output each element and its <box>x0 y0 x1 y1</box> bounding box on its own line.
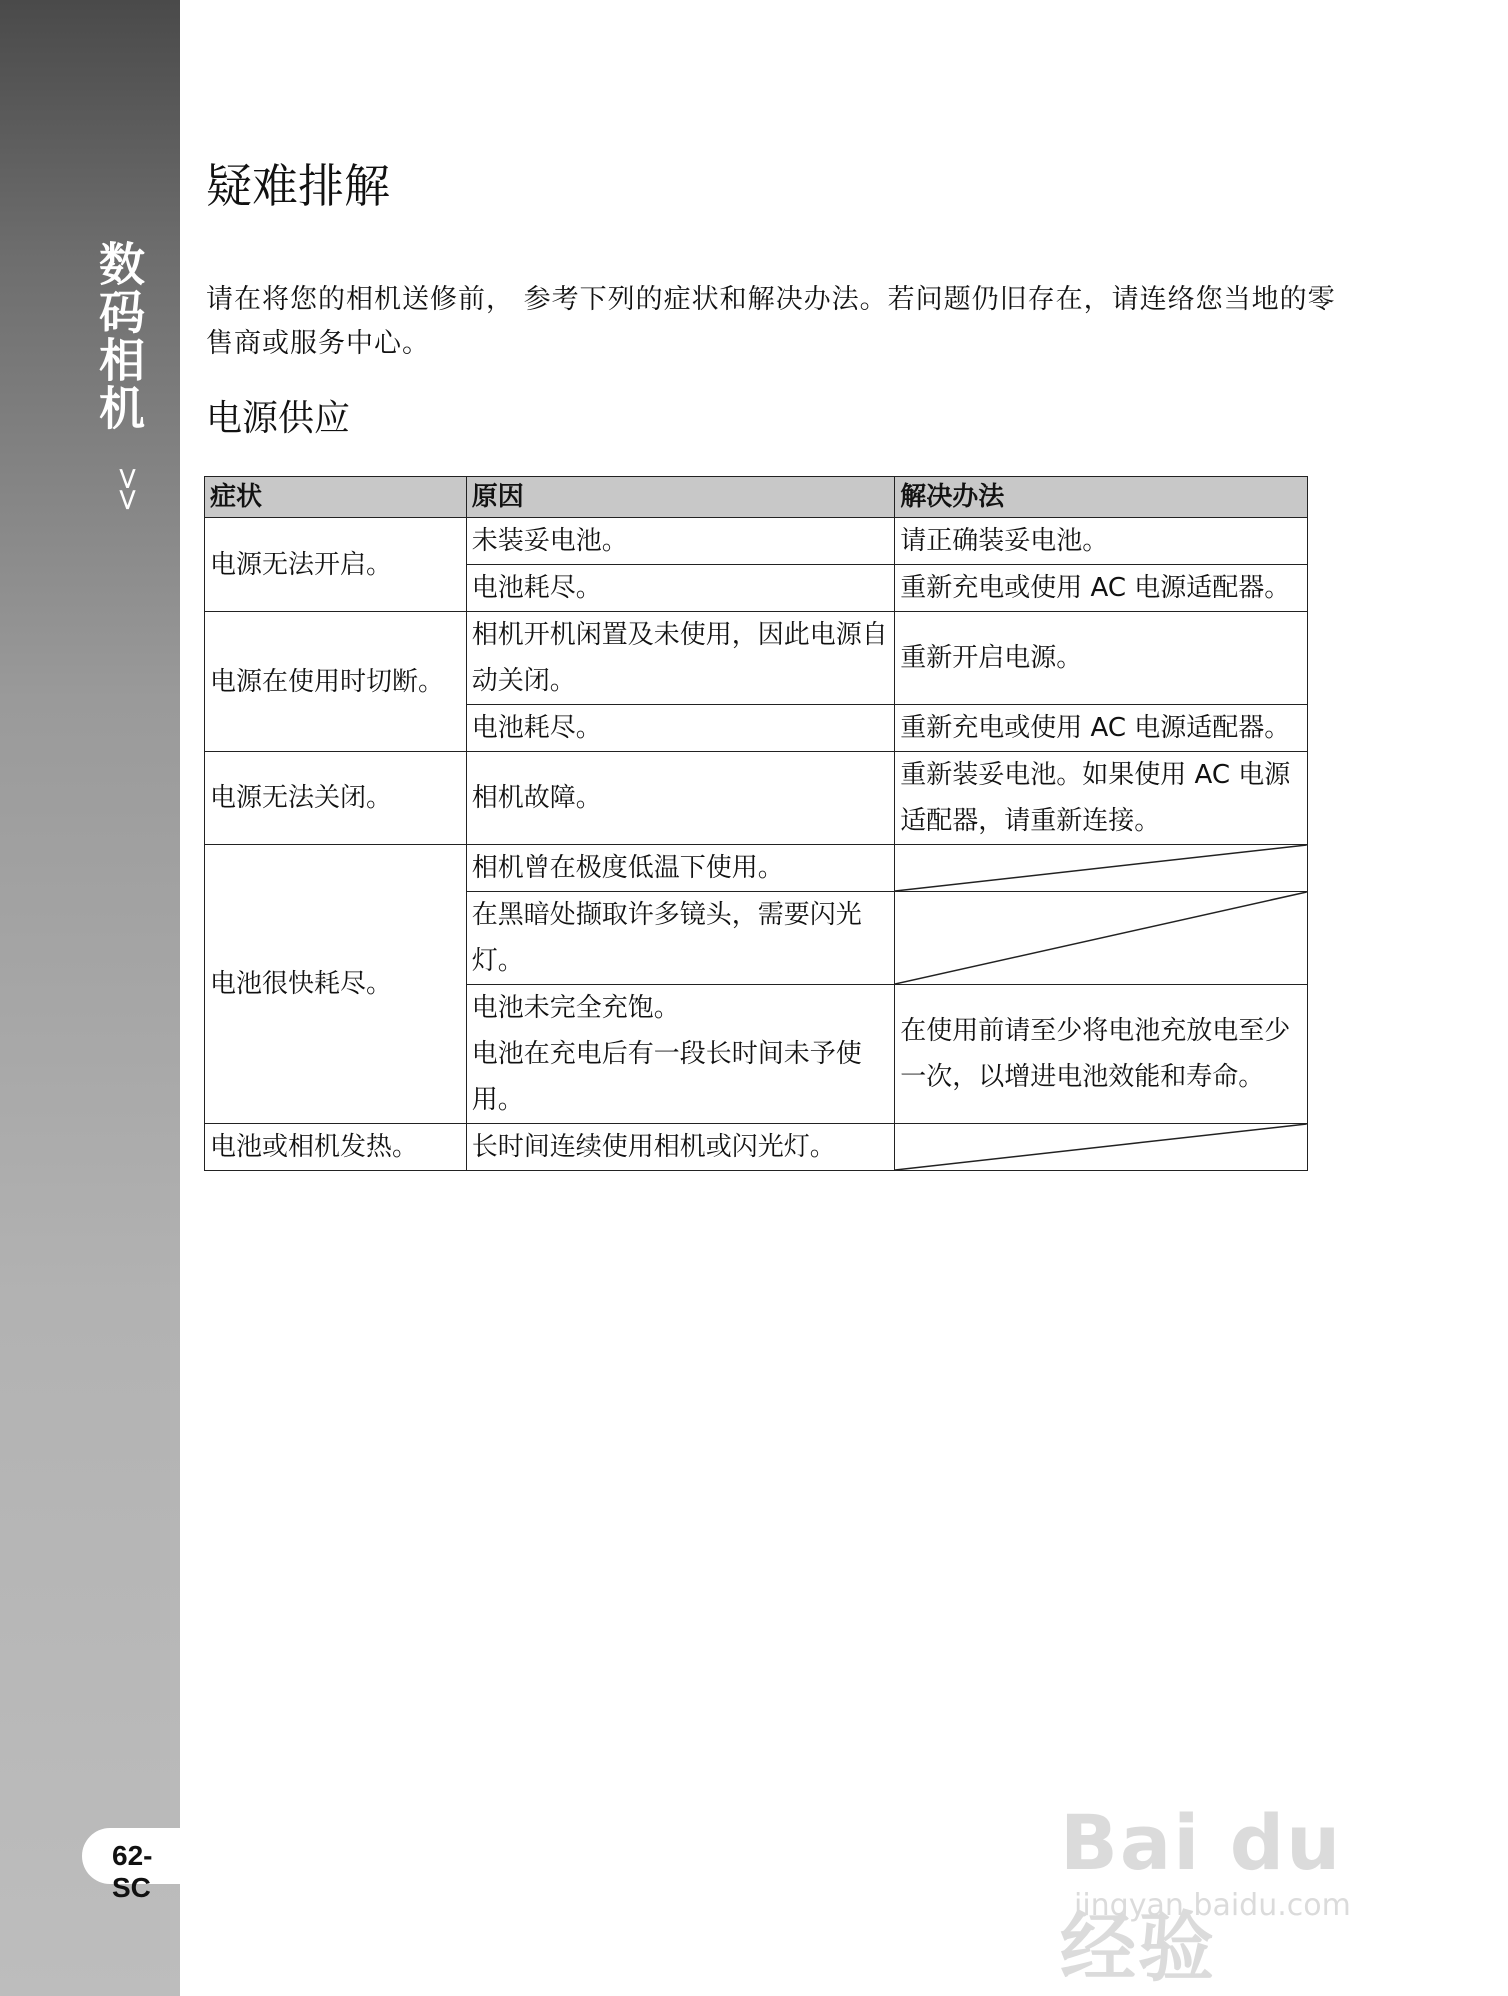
cause-cell: 长时间连续使用相机或闪光灯。 <box>466 1124 895 1171</box>
symptom-cell: 电池很快耗尽。 <box>205 845 467 1124</box>
cause-cell: 相机故障。 <box>466 752 895 845</box>
page-number: 62-SC <box>112 1840 153 1903</box>
watermark-url: jingyan.baidu.com <box>1074 1888 1351 1923</box>
cause-cell <box>466 985 895 1124</box>
solution-cell: 重新充电或使用 AC 电源适配器。 <box>895 705 1308 752</box>
cause-cell: 相机开机闲置及未使用，因此电源自动关闭。 <box>466 612 895 705</box>
table-header-row <box>205 477 1308 518</box>
cause-line-2: 电池在充电后有一段长时间未予使用。 <box>471 1039 862 1115</box>
cause-cell: 电池耗尽。 <box>466 705 895 752</box>
cause-cell: 在黑暗处撷取许多镜头，需要闪光 灯。 <box>466 892 895 985</box>
sidebar-title: 数码相机 <box>92 240 146 432</box>
header-symptom: 症状 <box>205 477 467 518</box>
header-cause: 原因 <box>466 477 895 518</box>
header-solution: 解决办法 <box>895 477 1308 518</box>
page-title: 疑难排解 <box>206 159 390 213</box>
troubleshooting-table <box>204 476 1308 1171</box>
symptom-cell: 电池或相机发热。 <box>205 1124 467 1171</box>
symptom-cell: 电源在使用时切断。 <box>205 612 467 752</box>
table-row <box>205 752 1308 845</box>
diagonal-line <box>895 892 1307 984</box>
sidebar-arrows: >> <box>110 466 145 509</box>
symptom-cell: 电源无法开启。 <box>205 518 467 612</box>
table-row <box>205 612 1308 705</box>
cause-cell: 未装妥电池。 <box>466 518 895 565</box>
table-row <box>205 845 1308 892</box>
solution-cell: 请正确装妥电池。 <box>895 518 1308 565</box>
table-row <box>205 1124 1308 1171</box>
empty-solution-cell <box>895 892 1308 985</box>
baidu-watermark <box>1060 1780 1420 1992</box>
section-title: 电源供应 <box>206 398 351 439</box>
cause-line-1: 电池未完全充饱。 <box>471 993 680 1023</box>
watermark-brand: Bai du 经验 <box>1060 1798 1343 1992</box>
diagonal-line <box>895 1124 1307 1170</box>
solution-cell: 重新装妥电池。如果使用 AC 电源适配器，请重新连接。 <box>895 752 1308 845</box>
empty-solution-cell <box>895 1124 1308 1171</box>
intro-paragraph: 请在将您的相机送修前， 参考下列的症状和解决办法。若问题仍旧存在，请连络您当地的零售商或服务中心。 <box>206 284 1336 359</box>
diagonal-line <box>895 845 1307 891</box>
empty-solution-cell <box>895 845 1308 892</box>
cause-cell: 电池耗尽。 <box>466 565 895 612</box>
symptom-cell: 电源无法关闭。 <box>205 752 467 845</box>
table-row <box>205 518 1308 565</box>
cause-cell: 相机曾在极度低温下使用。 <box>466 845 895 892</box>
solution-cell: 重新开启电源。 <box>895 612 1308 705</box>
solution-cell: 重新充电或使用 AC 电源适配器。 <box>895 565 1308 612</box>
solution-cell: 在使用前请至少将电池充放电至少一次，以增进电池效能和寿命。 <box>895 985 1308 1124</box>
sidebar <box>0 0 180 1996</box>
